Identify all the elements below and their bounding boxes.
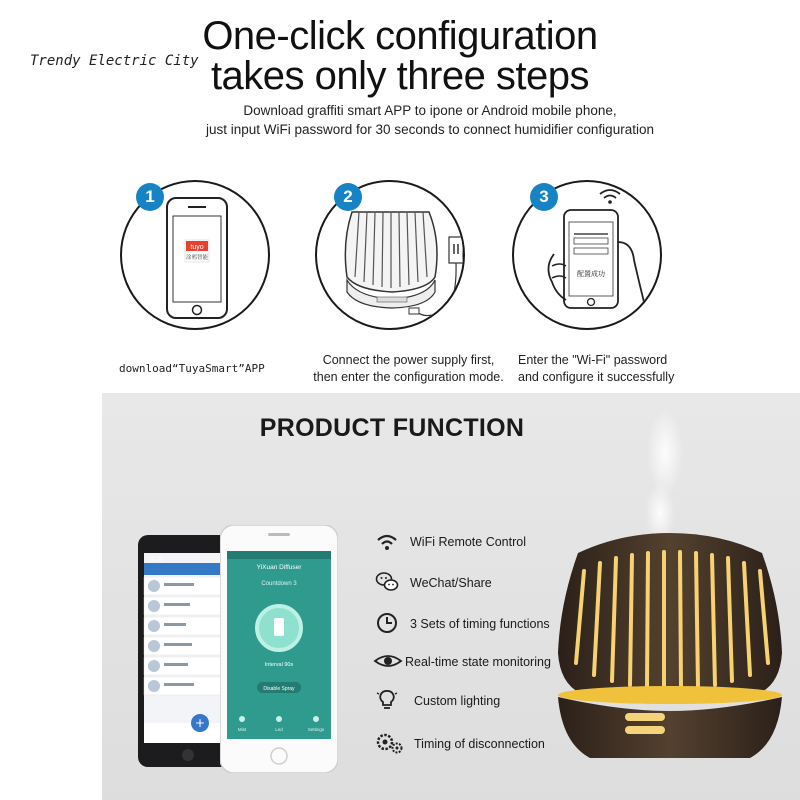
eye-icon <box>373 649 403 673</box>
tab-mist[interactable]: Mist <box>237 727 247 732</box>
interval-label: Interval 90s <box>264 662 294 668</box>
step-2-caption: Connect the power supply first, then enter the configuration mode. <box>313 353 504 384</box>
subtitle-line-2: just input WiFi password for 30 seconds to connect humidifier configuration <box>206 122 654 137</box>
spray-mode-button[interactable]: Disable Spray <box>263 686 295 692</box>
step-3-badge: 3 <box>530 183 558 211</box>
app-logo-text: tuyo <box>190 244 204 251</box>
feature-wifi-label: WiFi Remote Control <box>410 535 526 549</box>
watermark-text: Trendy Electric City <box>30 53 199 69</box>
step-3-caption: Enter the "Wi-Fi" password and configure it successfully <box>518 353 675 384</box>
step-1-badge: 1 <box>136 183 164 211</box>
svg-text:+: + <box>194 716 206 730</box>
tab-settings[interactable]: Settings <box>307 727 325 732</box>
app-title: YiXuan Diffuser <box>256 564 302 571</box>
phone-success-text: 配置成功 <box>577 270 605 278</box>
feature-wechat-label: WeChat/Share <box>410 576 492 590</box>
product-function-title: PRODUCT FUNCTION <box>259 414 525 442</box>
wechat-icon <box>375 570 399 594</box>
tab-led[interactable]: Led <box>275 727 283 732</box>
headline-line-1: One-click configuration <box>202 14 598 58</box>
feature-lighting-label: Custom lighting <box>414 694 501 708</box>
feature-disconnection-label: Timing of disconnection <box>414 737 545 751</box>
feature-timing-label: 3 Sets of timing functions <box>410 617 550 631</box>
wifi-icon <box>375 530 399 554</box>
front-phone-illustration <box>220 525 338 773</box>
feature-monitoring-label: Real-time state monitoring <box>405 655 551 669</box>
countdown-label: Countdown 3 <box>261 581 297 587</box>
step-1-caption: download“TuyaSmart”APP <box>119 362 265 375</box>
subtitle-line-1: Download graffiti smart APP to ipone or Android mobile phone, <box>243 103 617 118</box>
lightbulb-icon <box>375 688 399 712</box>
step-2-badge: 2 <box>334 183 362 211</box>
diffuser-product-image <box>540 393 800 800</box>
headline-line-2: takes only three steps <box>210 54 590 98</box>
back-phone-time: 19:30 <box>148 557 164 563</box>
wifi-signal-icon <box>600 190 620 198</box>
clock-icon <box>375 611 399 635</box>
gears-icon <box>375 731 405 755</box>
app-logo-subtext: 涂鸦智能 <box>185 255 209 261</box>
